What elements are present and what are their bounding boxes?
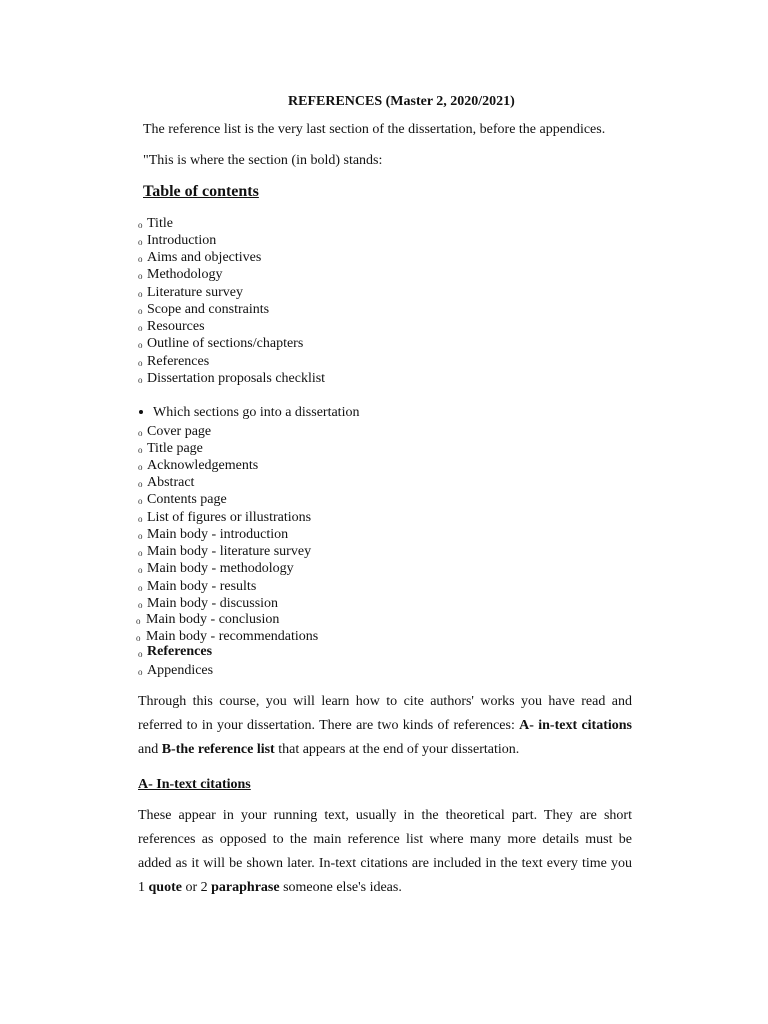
course-text: and xyxy=(138,742,162,757)
paraphrase-bold: paraphrase xyxy=(211,880,280,895)
section-bullet-icon: o xyxy=(138,667,143,677)
section-bullet-icon: o xyxy=(138,600,143,610)
toc-bullet-icon: o xyxy=(138,323,143,333)
toc-bullet-icon: o xyxy=(138,375,143,385)
toc-item: Aims and objectives xyxy=(147,250,262,265)
intro-text-1: The reference list is the very last section of the dissertation, before the appendices. xyxy=(143,122,606,137)
section-bullet-icon: o xyxy=(138,462,143,472)
toc-bullet-icon: o xyxy=(138,306,143,316)
intro-text-2: "This is where the section (in bold) stands: xyxy=(143,153,383,168)
toc-item: Outline of sections/chapters xyxy=(147,336,304,351)
toc-bullet-icon: o xyxy=(138,358,143,368)
toc-bullet-icon: o xyxy=(138,289,143,299)
section-item: Cover page xyxy=(147,424,212,439)
toc-item: Resources xyxy=(147,319,205,334)
intext-text: These appear in your running text, usually in the theoretical part. They are short references as opposed to the main reference list where many more details must be added as it will be shown later. In-text citations are included in the text every time you 1 xyxy=(138,808,632,895)
toc-bullet-icon: o xyxy=(138,237,143,247)
course-text: that appears at the end of your dissertation. xyxy=(274,742,520,757)
toc-item: Dissertation proposals checklist xyxy=(147,371,326,386)
section-item: Abstract xyxy=(147,475,195,490)
section-item: Main body - discussion xyxy=(147,596,279,611)
toc-item: Literature survey xyxy=(147,285,244,300)
section-item-references: References xyxy=(147,644,213,659)
toc-bullet-icon: o xyxy=(138,271,143,281)
toc-item: References xyxy=(147,354,210,369)
intext-text: or 2 xyxy=(181,880,212,895)
intext-paragraph xyxy=(138,804,632,900)
toc-bullet-icon: o xyxy=(138,220,143,230)
section-bullet-icon: o xyxy=(138,531,143,541)
section-bullet-icon: o xyxy=(138,649,143,659)
section-bullet-icon: o xyxy=(138,479,143,489)
intext-heading: A- In-text citations xyxy=(138,777,251,792)
bullet-dot-icon xyxy=(139,410,143,414)
intext-citations-bold: A- in-text citations xyxy=(519,718,632,733)
section-bullet-icon: o xyxy=(138,548,143,558)
section-item: Main body - recommendations xyxy=(146,629,319,644)
section-item: List of figures or illustrations xyxy=(147,510,312,525)
section-bullet-icon: o xyxy=(136,616,141,626)
section-bullet-icon: o xyxy=(138,445,143,455)
toc-bullet-icon: o xyxy=(138,254,143,264)
section-item: Main body - introduction xyxy=(147,527,289,542)
course-text: Through this course, you will learn how to cite authors' works you have read and referred to in your dissertation. There are two kinds of references: xyxy=(138,694,632,733)
section-item: Main body - literature survey xyxy=(147,544,312,559)
section-item: Main body - results xyxy=(147,579,257,594)
section-bullet-icon: o xyxy=(136,633,141,643)
sections-heading: Which sections go into a dissertation xyxy=(153,405,360,420)
toc-item: Scope and constraints xyxy=(147,302,270,317)
section-bullet-icon: o xyxy=(138,583,143,593)
section-bullet-icon: o xyxy=(138,514,143,524)
section-item: Title page xyxy=(147,441,203,456)
toc-item: Title xyxy=(147,216,173,231)
reference-list-bold: B-the reference list xyxy=(161,742,275,757)
page-title: REFERENCES (Master 2, 2020/2021) xyxy=(288,94,515,109)
section-item: Main body - methodology xyxy=(147,561,294,576)
toc-item: Introduction xyxy=(147,233,217,248)
toc-item: Methodology xyxy=(147,267,223,282)
toc-bullet-icon: o xyxy=(138,340,143,350)
toc-heading: Table of contents xyxy=(143,183,259,200)
course-paragraph xyxy=(138,690,632,762)
section-item: Main body - conclusion xyxy=(146,612,280,627)
section-item: Appendices xyxy=(147,663,214,678)
section-bullet-icon: o xyxy=(138,496,143,506)
section-bullet-icon: o xyxy=(138,428,143,438)
section-item: Contents page xyxy=(147,492,227,507)
section-item: Acknowledgements xyxy=(147,458,259,473)
section-bullet-icon: o xyxy=(138,565,143,575)
quote-bold: quote xyxy=(148,880,182,895)
intext-text: someone else's ideas. xyxy=(279,880,402,895)
